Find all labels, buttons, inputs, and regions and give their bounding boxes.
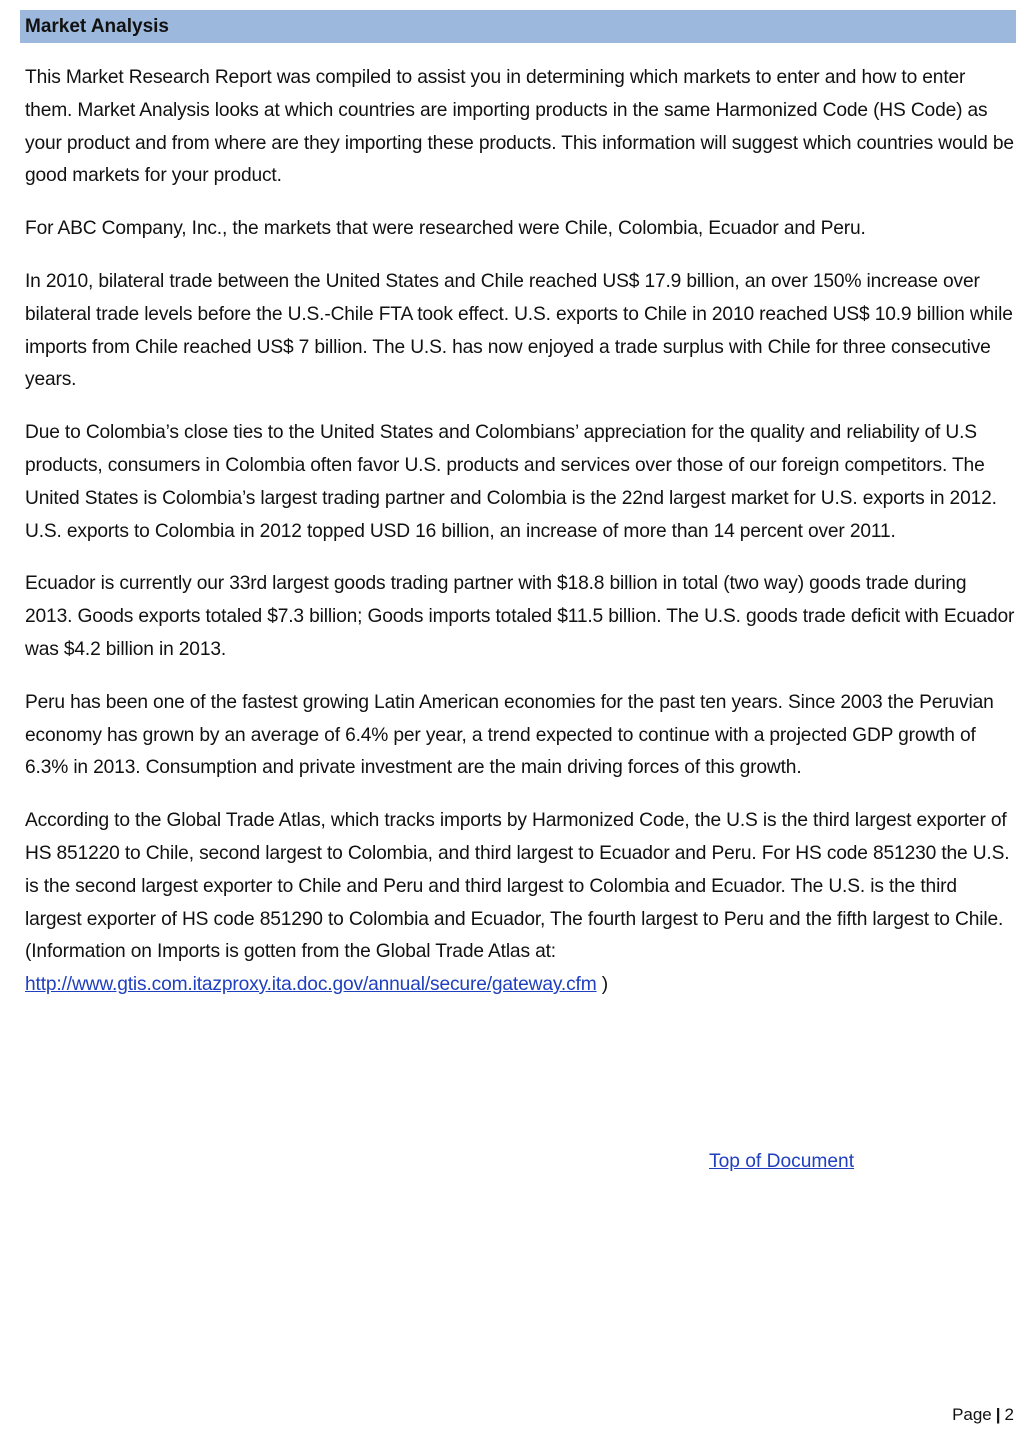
paragraph-ecuador: Ecuador is currently our 33rd largest goods trading partner with $18.8 billion in total (two way) goods trade during 2013. Goods exports totaled $7.3 billion; Goods imports totaled $11.5 billion. The U.S. goods trade deficit with Ecuador was $4.2 billion in 2013. [25, 573, 1015, 660]
page-number: 2 [1004, 1405, 1014, 1424]
section-title: Market Analysis [25, 15, 169, 37]
document-body [25, 62, 1015, 1022]
paragraph-global-trade-atlas-text: According to the Global Trade Atlas, which tracks imports by Harmonized Code, the U.S is the third largest exporter of HS 851220 to Chile, second largest to Colombia, and third largest to Ecuador and Peru. For HS code 851230 the U.S. is the second largest exporter to Chile and Peru and third largest to Colombia and Ecuador. The U.S. is the third largest exporter of HS code 851290 to Colombia and Ecuador, The fourth largest to Peru and the fifth largest to Chile. (Information on Imports is gotten from the Global Trade Atlas at: [25, 810, 1010, 963]
paragraph-colombia: Due to Colombia’s close ties to the United States and Colombians’ appreciation for the quality and reliability of U.S products, consumers in Colombia often favor U.S. products and services over those of our foreign competitors. The United States is Colombia’s largest trading partner and Colombia is the 22nd largest market for U.S. exports in 2012. U.S. exports to Colombia in 2012 topped USD 16 billion, an increase of more than 14 percent over 2011. [25, 422, 997, 542]
section-header [20, 10, 1016, 43]
paragraph-markets: For ABC Company, Inc., the markets that were researched were Chile, Colombia, Ecuador and Peru. [25, 218, 866, 240]
paragraph-peru: Peru has been one of the fastest growing Latin American economies for the past ten years. Since 2003 the Peruvian economy has grown by an average of 6.4% per year, a trend expected to continue with a projected GDP growth of 6.3% in 2013. Consumption and private investment are the main driving forces of this growth. [25, 691, 994, 779]
page-footer [952, 1402, 1014, 1428]
page-separator: | [995, 1405, 1001, 1424]
page-label: Page [952, 1405, 992, 1424]
top-of-document-link[interactable]: Top of Document [709, 1151, 855, 1172]
gtis-link[interactable]: http://www.gtis.com.itazproxy.ita.doc.gov/annual/secure/gateway.cfm [25, 974, 597, 996]
paragraph-global-trade-atlas [25, 805, 1015, 1002]
paragraph-closing: ) [596, 974, 608, 996]
paragraph-chile: In 2010, bilateral trade between the United States and Chile reached US$ 17.9 billion, an over 150% increase over bilateral trade levels before the U.S.-Chile FTA took effect. U.S. exports to Chile in 2010 reached US$ 10.9 billion while imports from Chile reached US$ 7 billion. The U.S. has now enjoyed a trade surplus with Chile for three consecutive years. [25, 270, 1013, 391]
paragraph-intro: This Market Research Report was compiled to assist you in determining which markets to enter and how to enter them. Market Analysis looks at which countries are importing products in the same Harmonized Code (HS Code) as your product and from where are they importing these products. This information will suggest which countries would be good markets for your product. [25, 67, 1014, 187]
